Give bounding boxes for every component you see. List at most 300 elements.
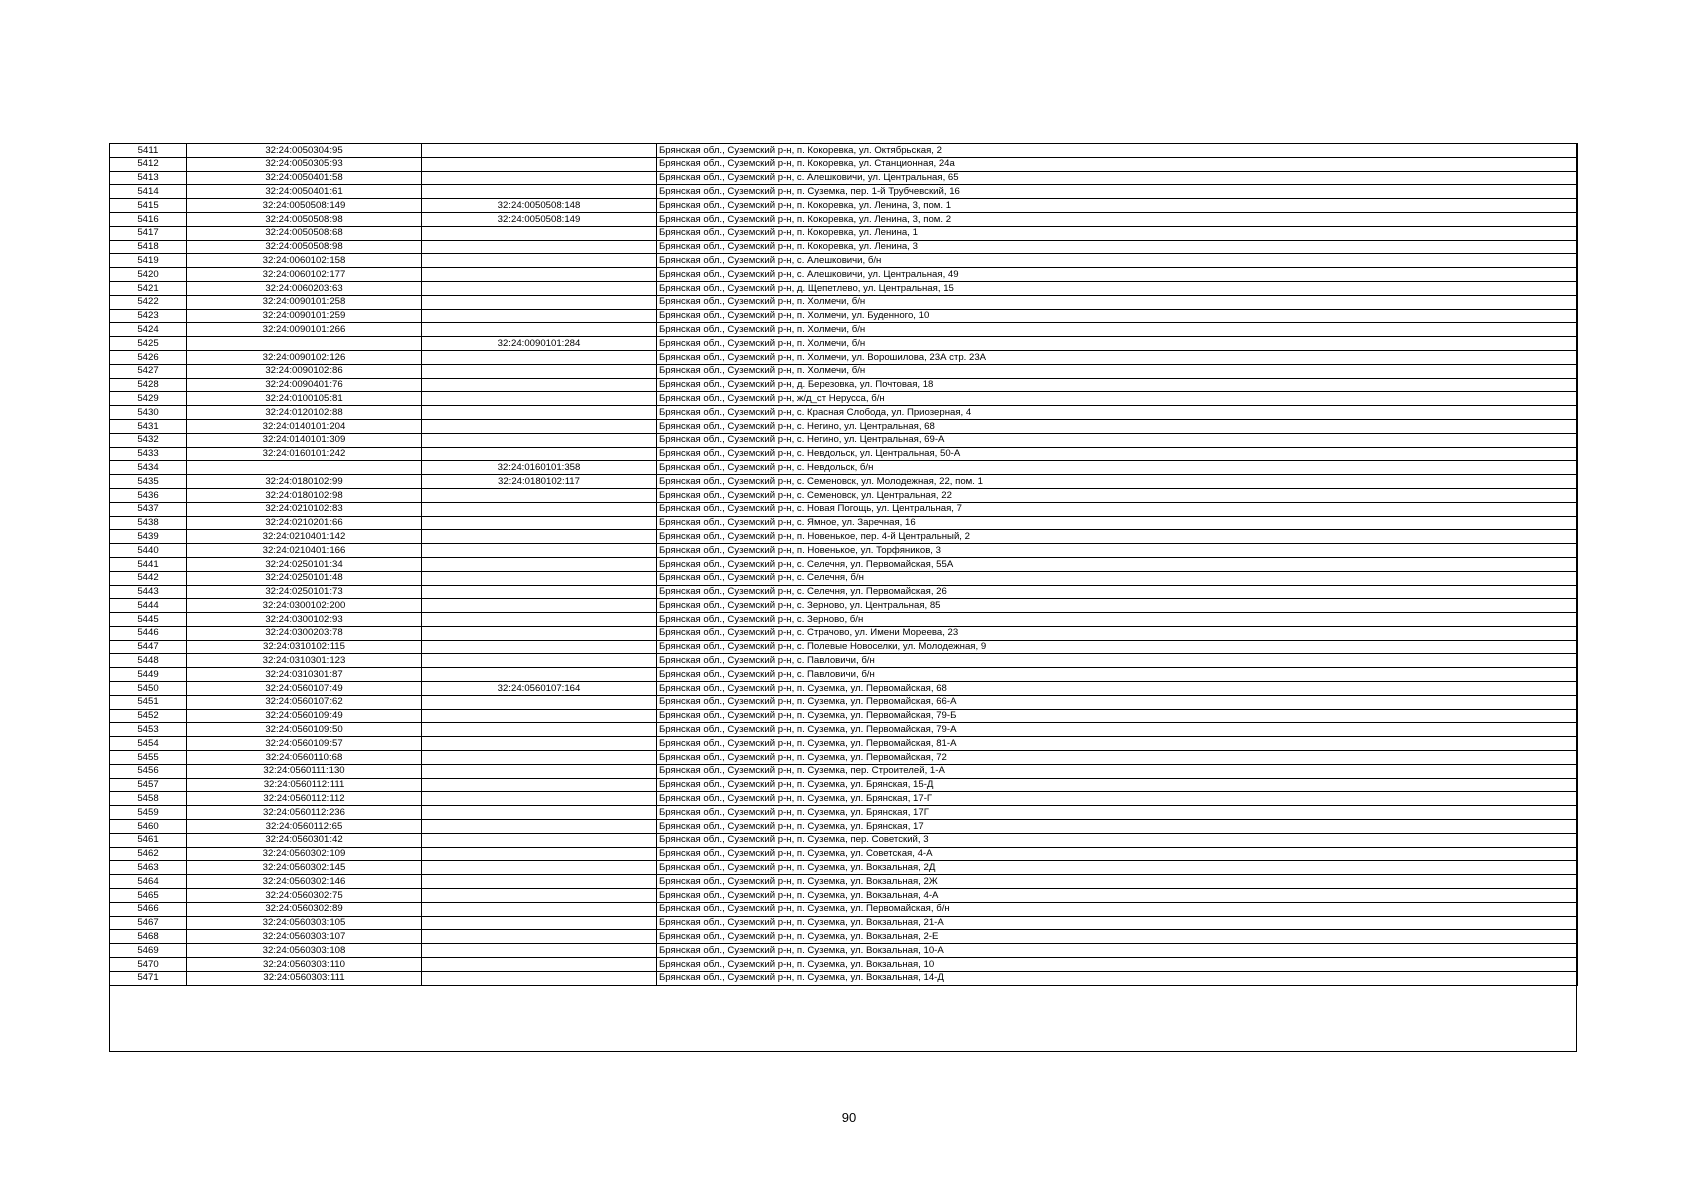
address-cell: Брянская обл., Суземский р-н, с. Новая Погощь, ул. Центральная, 7: [657, 502, 1578, 516]
parent-cadastral-number-cell: [422, 323, 657, 337]
table-row: [110, 585, 1578, 599]
parent-cadastral-number-cell: [422, 723, 657, 737]
table-row: [110, 433, 1578, 447]
cadastral-number-cell: 32:24:0560303:105: [187, 916, 422, 930]
table-row: [110, 323, 1578, 337]
parent-cadastral-number-cell: [422, 281, 657, 295]
cadastral-number-cell: 32:24:0310102:115: [187, 640, 422, 654]
address-cell: Брянская обл., Суземский р-н, с. Павловичи, б/н: [657, 668, 1578, 682]
address-cell: Брянская обл., Суземский р-н, с. Полевые Новоселки, ул. Молодежная, 9: [657, 640, 1578, 654]
table-body: [110, 144, 1578, 986]
parent-cadastral-number-cell: [422, 544, 657, 558]
row-number-cell: 5469: [110, 944, 187, 958]
row-number-cell: 5444: [110, 599, 187, 613]
cadastral-number-cell: 32:24:0050401:58: [187, 171, 422, 185]
address-cell: Брянская обл., Суземский р-н, п. Суземка, пер. Строителей, 1-А: [657, 764, 1578, 778]
row-number-cell: 5459: [110, 806, 187, 820]
table-row: [110, 668, 1578, 682]
cadastral-number-cell: 32:24:0560109:57: [187, 737, 422, 751]
parent-cadastral-number-cell: [422, 530, 657, 544]
row-number-cell: 5425: [110, 337, 187, 351]
address-cell: Брянская обл., Суземский р-н, п. Суземка, ул. Вокзальная, 2-Е: [657, 930, 1578, 944]
parent-cadastral-number-cell: [422, 654, 657, 668]
address-cell: Брянская обл., Суземский р-н, с. Павловичи, б/н: [657, 654, 1578, 668]
row-number-cell: 5468: [110, 930, 187, 944]
row-number-cell: 5419: [110, 254, 187, 268]
address-cell: Брянская обл., Суземский р-н, п. Новенькое, пер. 4-й Центральный, 2: [657, 530, 1578, 544]
address-cell: Брянская обл., Суземский р-н, с. Красная Слобода, ул. Приозерная, 4: [657, 406, 1578, 420]
row-number-cell: 5453: [110, 723, 187, 737]
table-row: [110, 419, 1578, 433]
row-number-cell: 5464: [110, 875, 187, 889]
address-cell: Брянская обл., Суземский р-н, с. Семеновск, ул. Молодежная, 22, пом. 1: [657, 475, 1578, 489]
row-number-cell: 5415: [110, 199, 187, 213]
row-number-cell: 5458: [110, 792, 187, 806]
address-cell: Брянская обл., Суземский р-н, п. Новенькое, ул. Торфяников, 3: [657, 544, 1578, 558]
row-number-cell: 5451: [110, 695, 187, 709]
parent-cadastral-number-cell: [422, 502, 657, 516]
address-cell: Брянская обл., Суземский р-н, п. Суземка, ул. Первомайская, 79-Б: [657, 709, 1578, 723]
table-row: [110, 723, 1578, 737]
table-row: [110, 516, 1578, 530]
row-number-cell: 5422: [110, 295, 187, 309]
address-cell: Брянская обл., Суземский р-н, п. Холмечи, ул. Ворошилова, 23А стр. 23А: [657, 350, 1578, 364]
parent-cadastral-number-cell: [422, 944, 657, 958]
address-cell: Брянская обл., Суземский р-н, п. Холмечи, б/н: [657, 323, 1578, 337]
address-cell: Брянская обл., Суземский р-н, с. Негино, ул. Центральная, 68: [657, 419, 1578, 433]
cadastral-number-cell: 32:24:0100105:81: [187, 392, 422, 406]
parent-cadastral-number-cell: [422, 751, 657, 765]
row-number-cell: 5462: [110, 847, 187, 861]
parent-cadastral-number-cell: [422, 144, 657, 158]
row-number-cell: 5470: [110, 958, 187, 972]
parent-cadastral-number-cell: [422, 971, 657, 985]
row-number-cell: 5434: [110, 461, 187, 475]
row-number-cell: 5441: [110, 557, 187, 571]
cadastral-number-cell: 32:24:0310301:123: [187, 654, 422, 668]
row-number-cell: 5460: [110, 820, 187, 834]
row-number-cell: 5428: [110, 378, 187, 392]
address-cell: Брянская обл., Суземский р-н, с. Ямное, ул. Заречная, 16: [657, 516, 1578, 530]
cadastral-number-cell: 32:24:0560107:62: [187, 695, 422, 709]
cadastral-number-cell: 32:24:0560302:146: [187, 875, 422, 889]
parent-cadastral-number-cell: 32:24:0050508:149: [422, 212, 657, 226]
row-number-cell: 5417: [110, 226, 187, 240]
address-cell: Брянская обл., Суземский р-н, п. Суземка, ул. Вокзальная, 14-Д: [657, 971, 1578, 985]
cadastral-number-cell: 32:24:0090102:86: [187, 364, 422, 378]
row-number-cell: 5413: [110, 171, 187, 185]
table-row: [110, 557, 1578, 571]
table-row: [110, 350, 1578, 364]
table-row: [110, 406, 1578, 420]
address-cell: Брянская обл., Суземский р-н, п. Суземка, ул. Первомайская, 66-А: [657, 695, 1578, 709]
address-cell: Брянская обл., Суземский р-н, с. Селечня, ул. Первомайская, 26: [657, 585, 1578, 599]
row-number-cell: 5411: [110, 144, 187, 158]
parent-cadastral-number-cell: [422, 709, 657, 723]
parent-cadastral-number-cell: [422, 737, 657, 751]
parent-cadastral-number-cell: [422, 958, 657, 972]
address-cell: Брянская обл., Суземский р-н, п. Суземка, ул. Брянская, 17Г: [657, 806, 1578, 820]
cadastral-number-cell: 32:24:0560112:65: [187, 820, 422, 834]
cadastral-number-cell: 32:24:0210201:66: [187, 516, 422, 530]
address-cell: Брянская обл., Суземский р-н, с. Алешковичи, ул. Центральная, 49: [657, 268, 1578, 282]
parent-cadastral-number-cell: [422, 916, 657, 930]
table-row: [110, 461, 1578, 475]
cadastral-number-cell: 32:24:0560302:75: [187, 889, 422, 903]
table-row: [110, 295, 1578, 309]
row-number-cell: 5465: [110, 889, 187, 903]
address-cell: Брянская обл., Суземский р-н, с. Негино, ул. Центральная, 69-А: [657, 433, 1578, 447]
cadastral-number-cell: 32:24:0210102:83: [187, 502, 422, 516]
cadastral-number-cell: 32:24:0250101:34: [187, 557, 422, 571]
table-row: [110, 447, 1578, 461]
parent-cadastral-number-cell: [422, 668, 657, 682]
parent-cadastral-number-cell: [422, 889, 657, 903]
cadastral-number-cell: 32:24:0560302:89: [187, 902, 422, 916]
table-row: [110, 157, 1578, 171]
parent-cadastral-number-cell: [422, 240, 657, 254]
row-number-cell: 5436: [110, 488, 187, 502]
cadastral-number-cell: 32:24:0560109:49: [187, 709, 422, 723]
parent-cadastral-number-cell: [422, 764, 657, 778]
cadastral-number-cell: 32:24:0090401:76: [187, 378, 422, 392]
table-row: [110, 833, 1578, 847]
table-row: [110, 530, 1578, 544]
address-cell: Брянская обл., Суземский р-н, п. Суземка, ул. Вокзальная, 2Ж: [657, 875, 1578, 889]
table-row: [110, 544, 1578, 558]
cadastral-number-cell: 32:24:0090101:266: [187, 323, 422, 337]
parent-cadastral-number-cell: [422, 695, 657, 709]
parent-cadastral-number-cell: [422, 557, 657, 571]
table-row: [110, 337, 1578, 351]
parent-cadastral-number-cell: [422, 861, 657, 875]
row-number-cell: 5450: [110, 682, 187, 696]
address-cell: Брянская обл., Суземский р-н, п. Холмечи, ул. Буденного, 10: [657, 309, 1578, 323]
address-cell: Брянская обл., Суземский р-н, п. Кокоревка, ул. Станционная, 24а: [657, 157, 1578, 171]
address-cell: Брянская обл., Суземский р-н, п. Суземка, ул. Первомайская, 68: [657, 682, 1578, 696]
cadastral-number-cell: 32:24:0560303:110: [187, 958, 422, 972]
cadastral-number-cell: 32:24:0300102:93: [187, 613, 422, 627]
parent-cadastral-number-cell: [422, 364, 657, 378]
table-row: [110, 654, 1578, 668]
address-cell: Брянская обл., Суземский р-н, д. Щепетлево, ул. Центральная, 15: [657, 281, 1578, 295]
row-number-cell: 5429: [110, 392, 187, 406]
address-cell: Брянская обл., Суземский р-н, п. Суземка, ул. Первомайская, 79-А: [657, 723, 1578, 737]
cadastral-number-cell: 32:24:0560112:112: [187, 792, 422, 806]
row-number-cell: 5471: [110, 971, 187, 985]
cadastral-number-cell: 32:24:0560111:130: [187, 764, 422, 778]
table-row: [110, 364, 1578, 378]
address-cell: Брянская обл., Суземский р-н, п. Кокоревка, ул. Ленина, 3, пом. 1: [657, 199, 1578, 213]
cadastral-number-cell: 32:24:0250101:48: [187, 571, 422, 585]
parent-cadastral-number-cell: [422, 157, 657, 171]
parent-cadastral-number-cell: [422, 447, 657, 461]
parent-cadastral-number-cell: [422, 778, 657, 792]
cadastral-number-cell: 32:24:0060102:177: [187, 268, 422, 282]
table-row: [110, 751, 1578, 765]
page-number: 90: [841, 1110, 857, 1125]
address-cell: Брянская обл., Суземский р-н, п. Суземка, ул. Первомайская, б/н: [657, 902, 1578, 916]
cadastral-number-cell: 32:24:0160101:242: [187, 447, 422, 461]
address-cell: Брянская обл., Суземский р-н, п. Суземка, ул. Первомайская, 72: [657, 751, 1578, 765]
parent-cadastral-number-cell: [422, 571, 657, 585]
address-cell: Брянская обл., Суземский р-н, п. Суземка, пер. 1-й Трубчевский, 16: [657, 185, 1578, 199]
cadastral-number-cell: 32:24:0560302:145: [187, 861, 422, 875]
row-number-cell: 5456: [110, 764, 187, 778]
address-cell: Брянская обл., Суземский р-н, п. Холмечи, б/н: [657, 295, 1578, 309]
parent-cadastral-number-cell: [422, 833, 657, 847]
row-number-cell: 5412: [110, 157, 187, 171]
table-row: [110, 861, 1578, 875]
parent-cadastral-number-cell: [422, 488, 657, 502]
table-row: [110, 806, 1578, 820]
parent-cadastral-number-cell: [422, 295, 657, 309]
table-row: [110, 309, 1578, 323]
address-cell: Брянская обл., Суземский р-н, с. Невдольск, б/н: [657, 461, 1578, 475]
table-row: [110, 240, 1578, 254]
row-number-cell: 5440: [110, 544, 187, 558]
cadastral-number-cell: 32:24:0050508:68: [187, 226, 422, 240]
cadastral-number-cell: 32:24:0560112:236: [187, 806, 422, 820]
cadastral-number-cell: 32:24:0560109:50: [187, 723, 422, 737]
cadastral-number-cell: 32:24:0060102:158: [187, 254, 422, 268]
row-number-cell: 5463: [110, 861, 187, 875]
parent-cadastral-number-cell: [422, 392, 657, 406]
table-row: [110, 185, 1578, 199]
parent-cadastral-number-cell: [422, 806, 657, 820]
row-number-cell: 5445: [110, 613, 187, 627]
cadastral-number-cell: 32:24:0180102:99: [187, 475, 422, 489]
address-cell: Брянская обл., Суземский р-н, п. Суземка, ул. Брянская, 17-Г: [657, 792, 1578, 806]
parent-cadastral-number-cell: [422, 268, 657, 282]
parent-cadastral-number-cell: 32:24:0180102:117: [422, 475, 657, 489]
table-row: [110, 502, 1578, 516]
parent-cadastral-number-cell: [422, 309, 657, 323]
table-row: [110, 268, 1578, 282]
row-number-cell: 5448: [110, 654, 187, 668]
row-number-cell: 5418: [110, 240, 187, 254]
cadastral-number-cell: 32:24:0560107:49: [187, 682, 422, 696]
cadastral-number-cell: 32:24:0090101:259: [187, 309, 422, 323]
row-number-cell: 5432: [110, 433, 187, 447]
table-row: [110, 695, 1578, 709]
cadastral-number-cell: [187, 337, 422, 351]
table-row: [110, 254, 1578, 268]
table-row: [110, 709, 1578, 723]
table-row: [110, 488, 1578, 502]
cadastral-number-cell: 32:24:0050401:61: [187, 185, 422, 199]
table-row: [110, 144, 1578, 158]
table-row: [110, 226, 1578, 240]
address-cell: Брянская обл., Суземский р-н, с. Зерново, б/н: [657, 613, 1578, 627]
parent-cadastral-number-cell: [422, 406, 657, 420]
row-number-cell: 5437: [110, 502, 187, 516]
address-cell: Брянская обл., Суземский р-н, п. Суземка, ул. Брянская, 15-Д: [657, 778, 1578, 792]
address-cell: Брянская обл., Суземский р-н, п. Суземка, ул. Вокзальная, 2Д: [657, 861, 1578, 875]
parent-cadastral-number-cell: [422, 419, 657, 433]
cadastral-number-cell: 32:24:0210401:142: [187, 530, 422, 544]
cadastral-number-cell: 32:24:0560110:68: [187, 751, 422, 765]
table-row: [110, 778, 1578, 792]
parent-cadastral-number-cell: [422, 847, 657, 861]
cadastral-number-cell: 32:24:0050508:98: [187, 240, 422, 254]
table-row: [110, 958, 1578, 972]
table-row: [110, 792, 1578, 806]
table-row: [110, 820, 1578, 834]
cadastral-number-cell: 32:24:0560303:107: [187, 930, 422, 944]
property-table: [109, 143, 1578, 986]
cadastral-number-cell: 32:24:0560303:111: [187, 971, 422, 985]
cadastral-number-cell: 32:24:0300203:78: [187, 626, 422, 640]
cadastral-number-cell: 32:24:0050304:95: [187, 144, 422, 158]
address-cell: Брянская обл., Суземский р-н, п. Суземка, ул. Советская, 4-А: [657, 847, 1578, 861]
parent-cadastral-number-cell: [422, 820, 657, 834]
table-row: [110, 171, 1578, 185]
address-cell: Брянская обл., Суземский р-н, с. Алешковичи, ул. Центральная, 65: [657, 171, 1578, 185]
table-row: [110, 944, 1578, 958]
address-cell: Брянская обл., Суземский р-н, д. Березовка, ул. Почтовая, 18: [657, 378, 1578, 392]
row-number-cell: 5442: [110, 571, 187, 585]
cadastral-number-cell: 32:24:0050305:93: [187, 157, 422, 171]
table-row: [110, 971, 1578, 985]
cadastral-number-cell: 32:24:0310301:87: [187, 668, 422, 682]
parent-cadastral-number-cell: [422, 792, 657, 806]
row-number-cell: 5416: [110, 212, 187, 226]
row-number-cell: 5423: [110, 309, 187, 323]
cadastral-number-cell: 32:24:0060203:63: [187, 281, 422, 295]
cadastral-number-cell: 32:24:0250101:73: [187, 585, 422, 599]
cadastral-number-cell: 32:24:0140101:204: [187, 419, 422, 433]
row-number-cell: 5449: [110, 668, 187, 682]
table-row: [110, 847, 1578, 861]
cadastral-number-cell: 32:24:0560112:111: [187, 778, 422, 792]
address-cell: Брянская обл., Суземский р-н, с. Зерново, ул. Центральная, 85: [657, 599, 1578, 613]
address-cell: Брянская обл., Суземский р-н, п. Суземка, ул. Вокзальная, 21-А: [657, 916, 1578, 930]
cadastral-number-cell: 32:24:0050508:149: [187, 199, 422, 213]
cadastral-number-cell: 32:24:0560302:109: [187, 847, 422, 861]
table-row: [110, 475, 1578, 489]
row-number-cell: 5457: [110, 778, 187, 792]
row-number-cell: 5467: [110, 916, 187, 930]
parent-cadastral-number-cell: [422, 350, 657, 364]
parent-cadastral-number-cell: [422, 930, 657, 944]
parent-cadastral-number-cell: [422, 433, 657, 447]
cadastral-number-cell: 32:24:0050508:98: [187, 212, 422, 226]
cadastral-number-cell: 32:24:0090102:126: [187, 350, 422, 364]
table-row: [110, 737, 1578, 751]
row-number-cell: 5443: [110, 585, 187, 599]
parent-cadastral-number-cell: [422, 378, 657, 392]
row-number-cell: 5430: [110, 406, 187, 420]
row-number-cell: 5446: [110, 626, 187, 640]
row-number-cell: 5427: [110, 364, 187, 378]
parent-cadastral-number-cell: [422, 613, 657, 627]
address-cell: Брянская обл., Суземский р-н, п. Суземка, ул. Вокзальная, 10-А: [657, 944, 1578, 958]
row-number-cell: 5414: [110, 185, 187, 199]
table-row: [110, 875, 1578, 889]
table-row: [110, 599, 1578, 613]
parent-cadastral-number-cell: [422, 185, 657, 199]
row-number-cell: 5433: [110, 447, 187, 461]
row-number-cell: 5435: [110, 475, 187, 489]
address-cell: Брянская обл., Суземский р-н, п. Кокоревка, ул. Ленина, 3: [657, 240, 1578, 254]
address-cell: Брянская обл., Суземский р-н, ж/д_ст Нерусса, б/н: [657, 392, 1578, 406]
parent-cadastral-number-cell: [422, 626, 657, 640]
cadastral-number-cell: [187, 461, 422, 475]
address-cell: Брянская обл., Суземский р-н, с. Селечня, ул. Первомайская, 55А: [657, 557, 1578, 571]
cadastral-number-cell: 32:24:0300102:200: [187, 599, 422, 613]
parent-cadastral-number-cell: [422, 254, 657, 268]
parent-cadastral-number-cell: [422, 599, 657, 613]
parent-cadastral-number-cell: 32:24:0090101:284: [422, 337, 657, 351]
row-number-cell: 5447: [110, 640, 187, 654]
parent-cadastral-number-cell: 32:24:0160101:358: [422, 461, 657, 475]
table-row: [110, 571, 1578, 585]
address-cell: Брянская обл., Суземский р-н, п. Суземка, пер. Советский, 3: [657, 833, 1578, 847]
address-cell: Брянская обл., Суземский р-н, с. Страчово, ул. Имени Мореева, 23: [657, 626, 1578, 640]
address-cell: Брянская обл., Суземский р-н, п. Кокоревка, ул. Ленина, 1: [657, 226, 1578, 240]
cadastral-number-cell: 32:24:0560303:108: [187, 944, 422, 958]
address-cell: Брянская обл., Суземский р-н, с. Селечня, б/н: [657, 571, 1578, 585]
row-number-cell: 5454: [110, 737, 187, 751]
table-row: [110, 199, 1578, 213]
row-number-cell: 5426: [110, 350, 187, 364]
cadastral-number-cell: 32:24:0140101:309: [187, 433, 422, 447]
table-row: [110, 916, 1578, 930]
address-cell: Брянская обл., Суземский р-н, с. Алешковичи, б/н: [657, 254, 1578, 268]
address-cell: Брянская обл., Суземский р-н, п. Холмечи, б/н: [657, 364, 1578, 378]
row-number-cell: 5431: [110, 419, 187, 433]
address-cell: Брянская обл., Суземский р-н, п. Суземка, ул. Первомайская, 81-А: [657, 737, 1578, 751]
row-number-cell: 5466: [110, 902, 187, 916]
parent-cadastral-number-cell: [422, 516, 657, 530]
row-number-cell: 5455: [110, 751, 187, 765]
address-cell: Брянская обл., Суземский р-н, п. Кокоревка, ул. Октябрьская, 2: [657, 144, 1578, 158]
table-row: [110, 764, 1578, 778]
parent-cadastral-number-cell: [422, 902, 657, 916]
parent-cadastral-number-cell: [422, 875, 657, 889]
cadastral-number-cell: 32:24:0210401:166: [187, 544, 422, 558]
table-row: [110, 930, 1578, 944]
parent-cadastral-number-cell: 32:24:0050508:148: [422, 199, 657, 213]
address-cell: Брянская обл., Суземский р-н, с. Невдольск, ул. Центральная, 50-А: [657, 447, 1578, 461]
address-cell: Брянская обл., Суземский р-н, с. Семеновск, ул. Центральная, 22: [657, 488, 1578, 502]
cadastral-number-cell: 32:24:0120102:88: [187, 406, 422, 420]
cadastral-number-cell: 32:24:0560301:42: [187, 833, 422, 847]
row-number-cell: 5421: [110, 281, 187, 295]
table-row: [110, 682, 1578, 696]
table-row: [110, 392, 1578, 406]
table-row: [110, 613, 1578, 627]
row-number-cell: 5438: [110, 516, 187, 530]
address-cell: Брянская обл., Суземский р-н, п. Суземка, ул. Брянская, 17: [657, 820, 1578, 834]
table-row: [110, 902, 1578, 916]
parent-cadastral-number-cell: [422, 171, 657, 185]
table-row: [110, 626, 1578, 640]
row-number-cell: 5424: [110, 323, 187, 337]
parent-cadastral-number-cell: [422, 640, 657, 654]
cadastral-number-cell: 32:24:0180102:98: [187, 488, 422, 502]
address-cell: Брянская обл., Суземский р-н, п. Кокоревка, ул. Ленина, 3, пом. 2: [657, 212, 1578, 226]
table-row: [110, 378, 1578, 392]
parent-cadastral-number-cell: [422, 585, 657, 599]
row-number-cell: 5461: [110, 833, 187, 847]
parent-cadastral-number-cell: [422, 226, 657, 240]
address-cell: Брянская обл., Суземский р-н, п. Холмечи, б/н: [657, 337, 1578, 351]
row-number-cell: 5439: [110, 530, 187, 544]
table-row: [110, 212, 1578, 226]
table-row: [110, 889, 1578, 903]
